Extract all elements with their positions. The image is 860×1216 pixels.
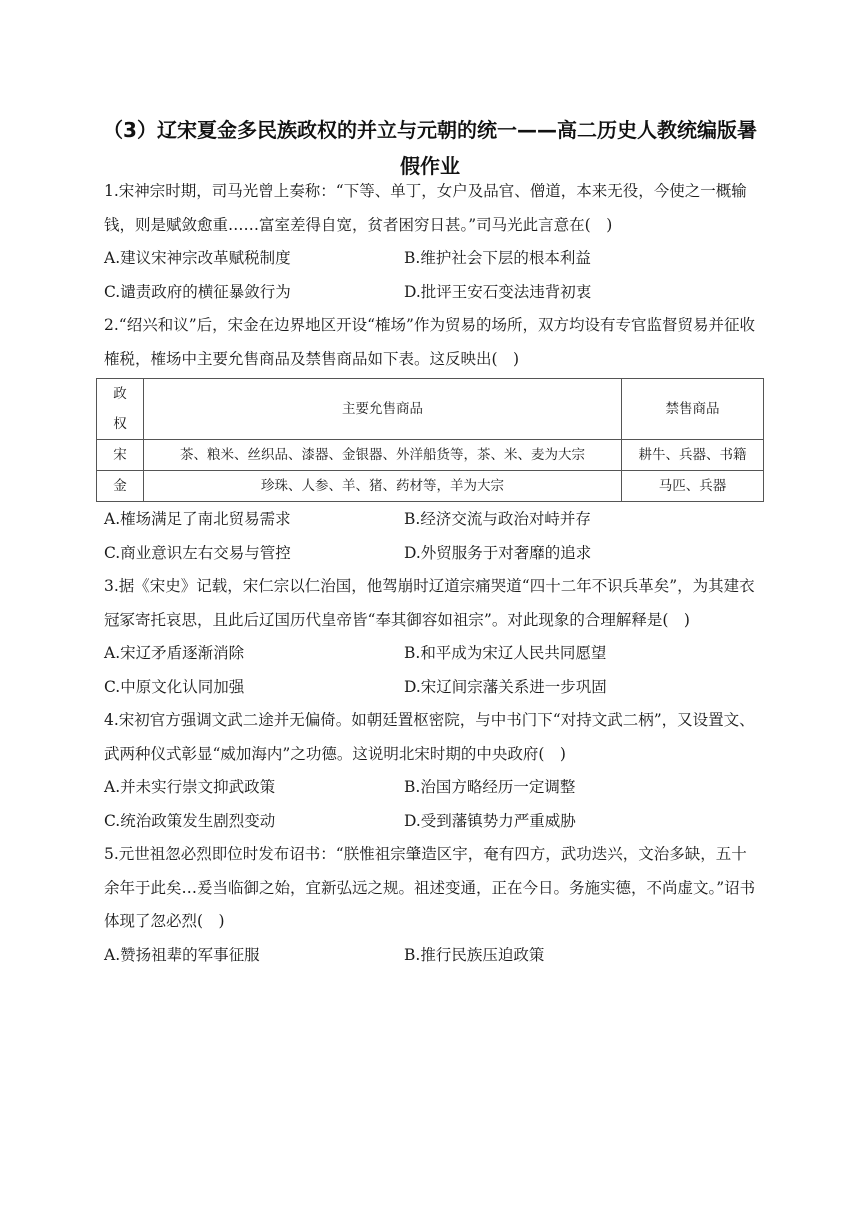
- option-d[interactable]: D.批评王安石变法违背初衷: [404, 282, 592, 301]
- option-a[interactable]: A.并未实行崇文抑武政策: [104, 778, 276, 796]
- options: [104, 939, 760, 973]
- question-stem: 5.元世祖忽必烈即位时发布诏书：“朕惟祖宗肇造区宇，奄有四方，武功迭兴，文治多缺，五十余年于此矣…爰当临御之始，宜新弘远之规。祖述变通，正在今日。务施实德，不尚虚文。”诏书体现了忽必烈( ): [104, 845, 756, 930]
- trade-goods-table: [96, 378, 764, 502]
- options: [104, 503, 760, 570]
- question-2: [104, 309, 760, 570]
- option-c[interactable]: C.统治政策发生剧烈变动: [104, 811, 276, 830]
- question-list: [104, 175, 760, 972]
- table-cell: 珍珠、人参、羊、猪、药材等，羊为大宗: [144, 471, 622, 502]
- option-c[interactable]: C.谴责政府的横征暴敛行为: [104, 282, 291, 301]
- document-title: （3）辽宋夏金多民族政权的并立与元朝的统一——高二历史人教统编版暑假作业: [103, 118, 757, 178]
- table-header-row: [97, 379, 764, 440]
- question-1: [104, 175, 760, 309]
- options: [104, 637, 760, 704]
- question-stem: 3.据《宋史》记载，宋仁宗以仁治国，他驾崩时辽道宗痛哭道“四十二年不识兵革矣”，为其建衣冠冢寄托哀思，且此后辽国历代皇帝皆“奉其御容如祖宗”。对此现象的合理解释是( ): [104, 577, 755, 629]
- option-a[interactable]: A.赞扬祖辈的军事征服: [104, 945, 260, 964]
- options: [104, 771, 760, 838]
- question-stem: 4.宋初官方强调文武二途并无偏倚。如朝廷置枢密院，与中书门下“对持文武二柄”，又设置文、武两种仪式彰显“威加海内”之功德。这说明北宋时期的中央政府( ): [104, 711, 755, 763]
- option-d[interactable]: D.外贸服务于对奢靡的追求: [404, 543, 592, 562]
- option-b[interactable]: B.治国方略经历一定调整: [404, 778, 576, 796]
- option-c[interactable]: C.商业意识左右交易与管控: [104, 543, 291, 562]
- option-d[interactable]: D.受到藩镇势力严重威胁: [404, 811, 576, 830]
- option-a[interactable]: A.榷场满足了南北贸易需求: [104, 510, 291, 528]
- question-5: [104, 838, 760, 972]
- option-b[interactable]: B.和平成为宋辽人民共同愿望: [404, 644, 607, 662]
- option-a[interactable]: A.建议宋神宗改革赋税制度: [104, 249, 291, 267]
- option-d[interactable]: D.宋辽间宗藩关系进一步巩固: [404, 677, 607, 696]
- option-b[interactable]: B.维护社会下层的根本利益: [404, 249, 591, 267]
- table-cell: 耕牛、兵器、书籍: [622, 440, 764, 471]
- option-a[interactable]: A.宋辽矛盾逐渐消除: [104, 644, 245, 662]
- question-stem: 1.宋神宗时期，司马光曾上奏称：“下等、单丁，女户及品官、僧道，本来无役，今使之一概输钱，则是赋敛愈重……富室差得自宽，贫者困穷日甚。”司马光此言意在( ): [104, 182, 747, 234]
- question-4: [104, 704, 760, 838]
- table-header-cell: 主要允售商品: [144, 379, 622, 440]
- table-header-cell: 禁售商品: [622, 379, 764, 440]
- option-b[interactable]: B.推行民族压迫政策: [404, 945, 545, 964]
- table-header-cell: 政权: [97, 379, 144, 440]
- table-cell: 宋: [97, 440, 144, 471]
- table-cell: 金: [97, 471, 144, 502]
- options: [104, 242, 760, 309]
- question-3: [104, 570, 760, 704]
- table-cell: 马匹、兵器: [622, 471, 764, 502]
- option-b[interactable]: B.经济交流与政治对峙并存: [404, 510, 591, 528]
- option-c[interactable]: C.中原文化认同加强: [104, 677, 245, 696]
- table-row: [97, 440, 764, 471]
- question-stem: 2.“绍兴和议”后，宋金在边界地区开设“榷场”作为贸易的场所，双方均设有专官监督贸易并征收榷税，榷场中主要允售商品及禁售商品如下表。这反映出( ): [104, 316, 755, 368]
- table-row: [97, 471, 764, 502]
- table-cell: 茶、粮米、丝织品、漆器、金银器、外洋船货等，茶、米、麦为大宗: [144, 440, 622, 471]
